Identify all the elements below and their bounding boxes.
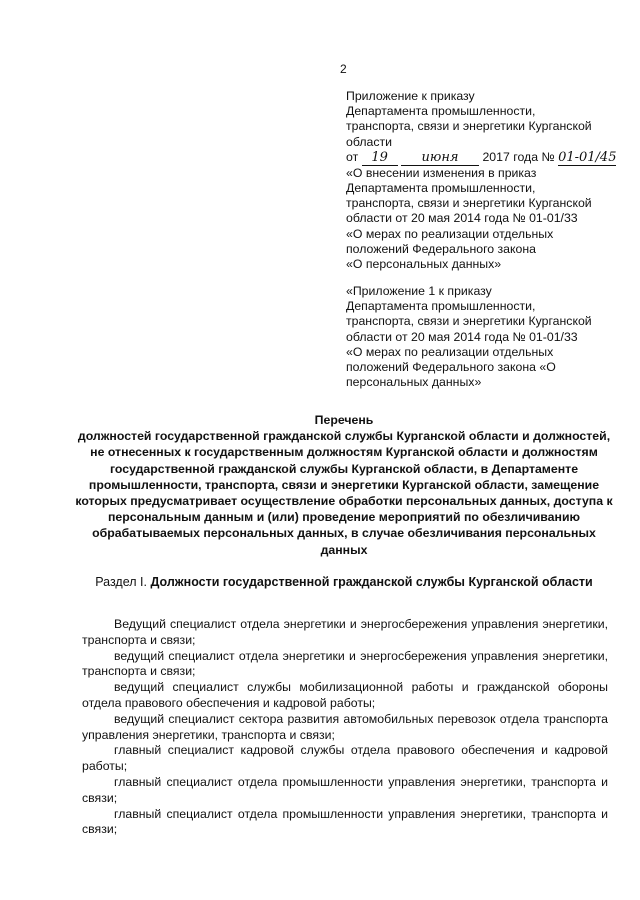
page-number: 2: [340, 62, 347, 76]
appendix-1-line: положений Федерального закона «О: [346, 360, 556, 375]
appendix-1-block: [346, 284, 628, 390]
list-item: главный специалист отдела промышленности управления энергетики, транспорта и связи;: [82, 774, 608, 805]
appendix-line: транспорта, связи и энергетики Курганской: [346, 119, 592, 134]
list-heading: [72, 412, 616, 558]
list-item: главный специалист кадровой службы отдела правового обеспечения и кадровой работы;: [82, 743, 608, 774]
appendix-1-line: Департамента промышленности,: [346, 299, 536, 314]
appendix-1-line: области от 20 мая 2014 года № 01-01/33: [346, 329, 578, 344]
subject-line: Департамента промышленности,: [346, 181, 536, 196]
list-item: ведущий специалист отдела энергетики и энергосбережения управления энергетики, транспорта и связи;: [82, 648, 608, 679]
appendix-line: области: [346, 134, 392, 149]
list-item: ведущий специалист службы мобилизационной работы и гражданской обороны отдела правового обеспечения и кадровой работы;: [82, 680, 608, 710]
position-list: [82, 617, 608, 838]
appendix-line: Приложение к приказу: [346, 89, 475, 103]
handwritten-order-number: 01-01/45: [558, 149, 617, 165]
subject-line: «О мерах по реализации отдельных: [346, 226, 554, 241]
section-prefix: Раздел I.: [95, 575, 147, 589]
appendix-line: Департамента промышленности,: [346, 104, 536, 119]
appendix-order-block: [346, 89, 628, 272]
list-title: Перечень: [314, 413, 374, 427]
list-item: главный специалист отдела промышленности управления энергетики, транспорта и связи;: [82, 806, 608, 837]
subject-line: «О внесении изменения в приказ: [346, 165, 537, 180]
subject-line: области от 20 мая 2014 года № 01-01/33: [346, 211, 578, 226]
subject-line: положений Федерального закона: [346, 241, 537, 256]
handwritten-day: 19: [362, 151, 398, 166]
appendix-1-line: «Приложение 1 к приказу: [346, 284, 492, 298]
year-text: 2017 года №: [482, 149, 555, 164]
appendix-1-line: «О мерах по реализации отдельных: [346, 344, 554, 359]
list-item: ведущий специалист сектора развития автомобильных перевозок отдела транспорта управления энергетики, транспорта и связи;: [82, 711, 608, 742]
section-title: Должности государственной гражданской службы Курганской области: [150, 575, 593, 589]
subject-line: «О персональных данных»: [346, 257, 502, 272]
list-item: Ведущий специалист отдела энергетики и энергосбережения управления энергетики, транспорта и связи;: [82, 617, 608, 647]
date-prefix: от: [346, 149, 359, 164]
subject-line: транспорта, связи и энергетики Курганской: [346, 196, 592, 211]
appendix-1-line: персональных данных»: [346, 375, 482, 390]
order-date-line: [346, 150, 628, 166]
appendix-1-line: транспорта, связи и энергетики Курганской: [346, 314, 592, 329]
list-description: должностей государственной гражданской службы Курганской области и должностей, не отнесенных к государственным должностям Курганской области и должностям государственной гражданской службы Курганской области, в Департаменте промышленности, транспорта, связи и энергетики Курганской области, замещение которых предусматривает осуществление обработки персональных данных, доступа к персональным данным и (или) проведение мероприятий по обезличиванию обрабатываемых персональных данных, в случае обезличивания персональных данных: [75, 429, 613, 557]
section-heading: [82, 574, 606, 590]
handwritten-month: июня: [401, 151, 479, 166]
